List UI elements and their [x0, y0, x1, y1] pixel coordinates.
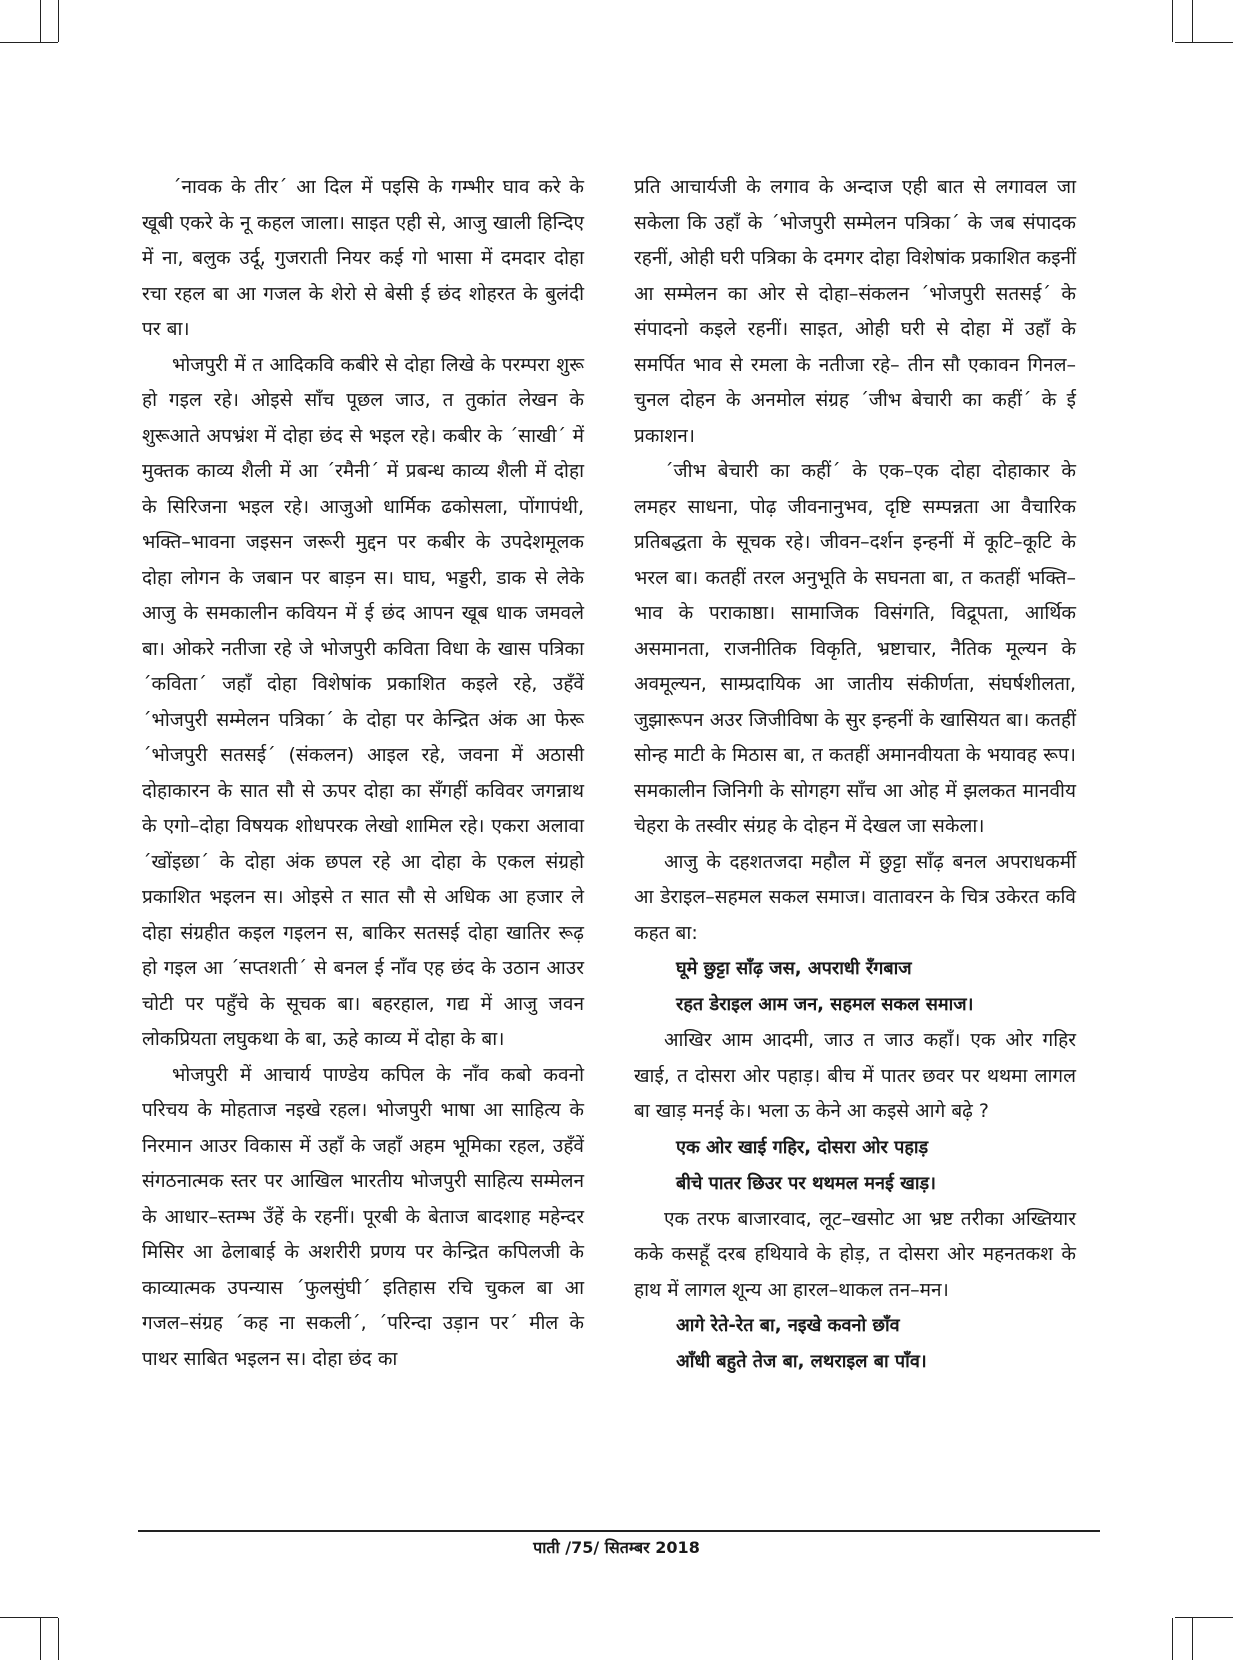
crop-mark: [1192, 0, 1193, 42]
verse-line: आगे रेते-रेत बा, नइखे कवनो छाँव: [676, 1315, 900, 1336]
crop-mark: [1175, 42, 1233, 43]
crop-mark: [0, 42, 58, 43]
verse-couplet: [634, 1308, 1076, 1380]
crop-mark: [1192, 1618, 1193, 1660]
paragraph: भोजपुरी में त आदिकवि कबीरे से दोहा लिखे के परम्परा शुरू हो गइल रहे। ओइसे साँच पूछल जाउ, त तुकांत लेखन के शुरूआते अपभ्रंश में दोहा छंद से भइल रहे। कबीर के ´साखी´ में मुक्तक काव्य शैली में आ ´रमैनी´ में प्रबन्ध काव्य शैली में दोहा के सिरिजना भइल रहे। आजुओ धार्मिक ढकोसला, पोंगापंथी, भक्ति–भावना जइसन जरूरी मुद्दन पर कबीर के उपदेशमूलक दोहा लोगन के जबान पर बाड़न स। घाघ, भड्डरी, डाक से लेके आजु के समकालीन कवियन में ई छंद आपन खूब धाक जमवले बा। ओकरे नतीजा रहे जे भोजपुरी कविता विधा के खास पत्रिका ´कविता´ जहाँ दोहा विशेषांक प्रकाशित कइले रहे, उहँवें ´भोजपुरी सम्मेलन पत्रिका´ के दोहा पर केन्द्रित अंक आ फेरू ´भोजपुरी सतसई´ (संकलन) आइल रहे, जवना में अठासी दोहाकारन के सात सौ से ऊपर दोहा का सँगहीं कविवर जगन्नाथ के एगो–दोहा विषयक शोधपरक लेखो शामिल रहे। एकरा अलावा ´खोंइछा´ के दोहा अंक छपल रहे आ दोहा के एकल संग्रहो प्रकाशित भइलन स। ओइसे त सात सौ से अधिक आ हजार ले दोहा संग्रहीत कइल गइलन स, बाकिर सतसई दोहा खातिर रूढ़ हो गइल आ ´सप्तशती´ से बनल ई नाँव एह छंद के उठान आउर चोटी पर पहुँचे के सूचक बा। बहरहाल, गद्य में आजु जवन लोकप्रियता लघुकथा के बा, ऊहे काव्य में दोहा के बा।: [142, 353, 584, 1050]
verse-line: बीचे पातर छिउर पर थथमल मनई खाड़।: [676, 1172, 936, 1194]
paragraph: ´जीभ बेचारी का कहीं´ के एक–एक दोहा दोहाकार के लमहर साधना, पोढ़ जीवनानुभव, दृष्टि सम्पन्नता आ वैचारिक प्रतिबद्धता के सूचक रहे। जीवन–दर्शन इन्हनीं में कूटि–कूटि के भरल बा। कतहीं तरल अनुभूति के सघनता बा, त कतहीं भक्ति–भाव के पराकाष्ठा। सामाजिक विसंगति, विद्रूपता, आर्थिक असमानता, राजनीतिक विकृति, भ्रष्टाचार, नैतिक मूल्यन के अवमूल्यन, साम्प्रदायिक आ जातीय संकीर्णता, संघर्षशीलता, जुझारूपन अउर जिजीविषा के सुर इन्हनीं के खासियत बा। कतहीं सोन्ह माटी के मिठास बा, त कतहीं अमानवीयता के भयावह रूप। समकालीन जिनिगी के सोगहग साँच आ ओह में झलकत मानवीय चेहरा के तस्वीर संग्रह के दोहन में देखल जा सकेला।: [634, 460, 1076, 837]
right-column: [634, 170, 1076, 1380]
crop-mark: [1175, 1617, 1233, 1618]
crop-mark: [58, 1618, 59, 1660]
verse-line: एक ओर खाई गहिर, दोसरा ओर पहाड़: [676, 1136, 929, 1158]
paragraph: भोजपुरी में आचार्य पाण्डेय कपिल के नाँव कबो कवनो परिचय के मोहताज नइखे रहल। भोजपुरी भाषा आ साहित्य के निरमान आउर विकास में उहाँ के जहाँ अहम भूमिका रहल, उहँवें संगठनात्मक स्तर पर आखिल भारतीय भोजपुरी साहित्य सम्मेलन के आधार–स्तम्भ उँहें के रहनीं। पूरबी के बेताज बादशाह महेन्दर मिसिर आ ढेलाबाई के अशरीरी प्रणय पर केन्द्रित कपिलजी के काव्यात्मक उपन्यास ´फुलसुंघी´ इतिहास रचि चुकल बा आ गजल–संग्रह ´कह ना सकली´, ´परिन्दा उड़ान पर´ मील के पाथर साबित भइलन स। दोहा छंद का: [142, 1063, 584, 1370]
verse-couplet: [634, 1130, 1076, 1202]
paragraph: प्रति आचार्यजी के लगाव के अन्दाज एही बात से लगावल जा सकेला कि उहाँ के ´भोजपुरी सम्मेलन पत्रिका´ के जब संपादक रहनीं, ओही घरी पत्रिका के दमगर दोहा विशेषांक प्रकाशित कइनीं आ सम्मेलन का ओर से दोहा–संकलन ´भोजपुरी सतसई´ के संपादनो कइले रहनीं। साइत, ओही घरी से दोहा में उहाँ के समर्पित भाव से रमला के नतीजा रहे– तीन सौ एकावन गिनल–चुनल दोहन के अनमोल संग्रह ´जीभ बेचारी का कहीं´ के ई प्रकाशन।: [634, 176, 1076, 447]
verse-line: रहत डेराइल आम जन, सहमल सकल समाज।: [676, 994, 974, 1015]
crop-mark: [1172, 0, 1173, 42]
verse-line: आँधी बहुते तेज बा, लथराइल बा पाँव।: [676, 1351, 927, 1372]
paragraph: ´नावक के तीर´ आ दिल में पइसि के गम्भीर घाव करे के खूबी एकरे के नू कहल जाला। साइत एही से, आजु खाली हिन्दिए में ना, बलुक उर्दू, गुजराती नियर कई गो भासा में दमदार दोहा रचा रहल बा आ गजल के शेरो से बेसी ई छंद शोहरत के बुलंदी पर बा।: [142, 176, 584, 340]
verse-couplet: [634, 951, 1076, 1023]
crop-mark: [1172, 1618, 1173, 1660]
footer-rule: [138, 1530, 1100, 1532]
paragraph: आजु के दहशतजदा महौल में छुट्टा साँढ़ बनल अपराधकर्मी आ डेराइल–सहमल सकल समाज। वातावरन के चित्र उकेरत कवि कहत बा:: [634, 850, 1076, 944]
left-column: [142, 170, 584, 1377]
crop-mark: [0, 1617, 58, 1618]
paragraph: आखिर आम आदमी, जाउ त जाउ कहाँ। एक ओर गहिर खाई, त दोसरा ओर पहाड़। बीच में पातर छवर पर थथमा लागल बा खाड़ मनई के। भला ऊ केने आ कइसे आगे बढ़े ?: [634, 1029, 1076, 1122]
crop-mark: [40, 0, 41, 42]
verse-line: घूमे छुट्टा साँढ़ जस, अपराधी रँगबाज: [676, 958, 912, 979]
page-footer: पाती /75/ सितम्बर 2018: [533, 1538, 700, 1557]
paragraph: एक तरफ बाजारवाद, लूट–खसोट आ भ्रष्ट तरीका अख्तियार कके कसहूँ दरब हथियावे के होड़, त दोसरा ओर महनतकश के हाथ में लागल शून्य आ हारल–थाकल तन–मन।: [634, 1207, 1076, 1301]
crop-mark: [40, 1618, 41, 1660]
crop-mark: [58, 0, 59, 42]
